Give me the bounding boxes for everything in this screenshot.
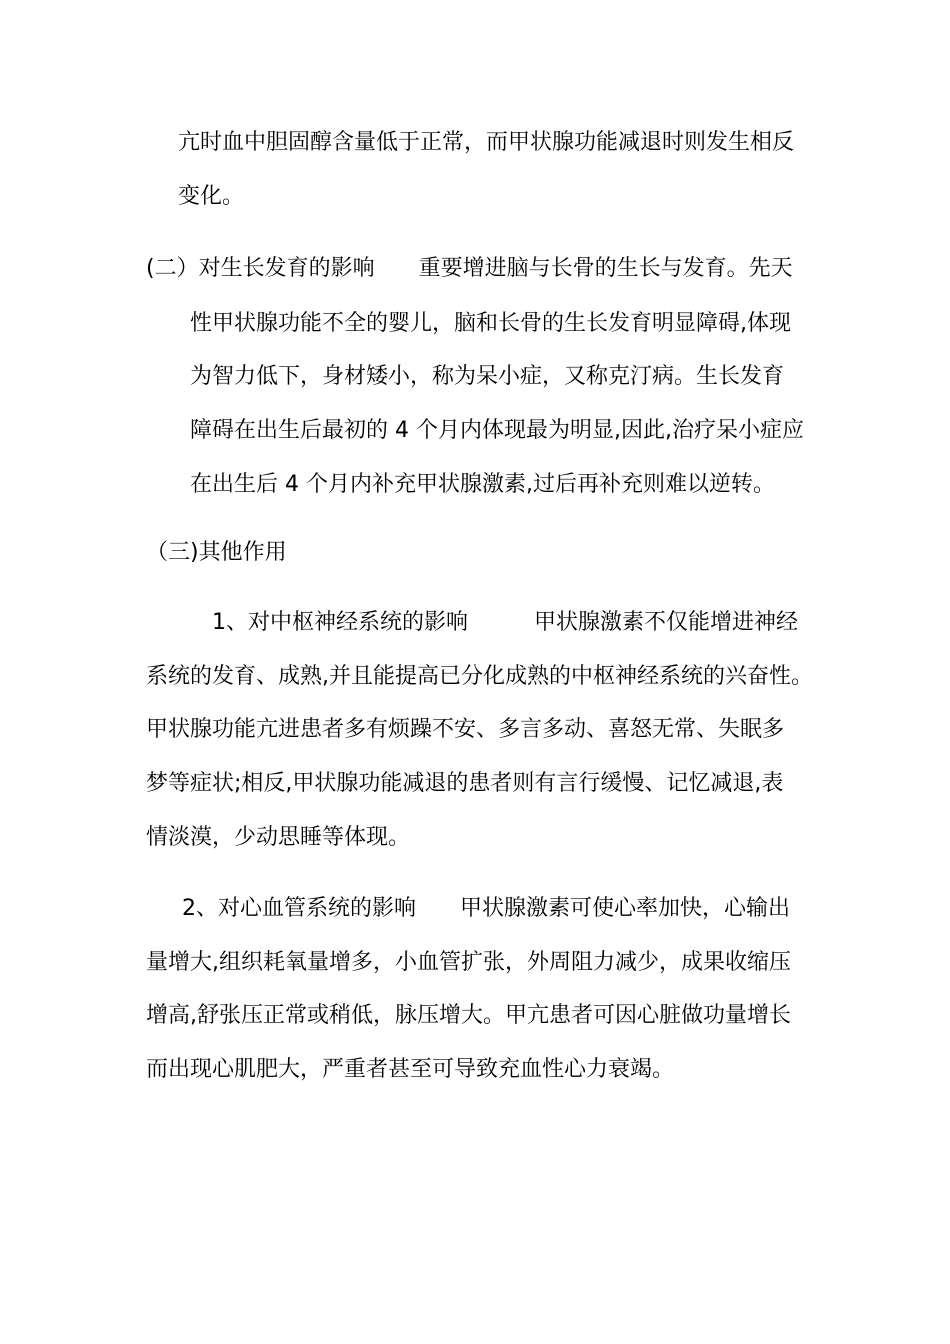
section3-item1-line-1: 1、对中枢神经系统的影响 甲状腺激素不仅能增进神经 <box>212 610 798 635</box>
section3-item2-line-2: 量增大,组织耗氧量增多，小血管扩张，外周阻力减少，成果收缩压 <box>146 950 791 975</box>
section3-item1-line-3: 甲状腺功能亢进患者多有烦躁不安、多言多动、喜怒无常、失眠多 <box>146 717 785 742</box>
section3-item2-line-4: 而出现心肌肥大，严重者甚至可导致充血性心力衰竭。 <box>146 1057 675 1082</box>
section2-line-4: 障碍在出生后最初的 4 个月内体现最为明显,因此,治疗呆小症应 <box>190 418 804 443</box>
section3-item1-line-4: 梦等症状;相反,甲状腺功能减退的患者则有言行缓慢、记忆减退,表 <box>146 771 784 796</box>
section2-line-2: 性甲状腺功能不全的婴儿，脑和长骨的生长发育明显障碍,体现 <box>190 311 791 336</box>
section3-item2-line-1: 2、对心血管系统的影响 甲状腺激素可使心率加快，心输出 <box>182 896 790 921</box>
section2-heading-line: (二）对生长发育的影响 重要增进脑与长骨的生长与发育。先天 <box>146 256 793 281</box>
section2-line-5: 在出生后 4 个月内补充甲状腺激素,过后再补充则难以逆转。 <box>190 472 775 497</box>
intro-line-2: 变化。 <box>178 184 245 209</box>
intro-line-1: 亢时血中胆固醇含量低于正常，而甲状腺功能减退时则发生相反 <box>178 130 795 155</box>
section2-line-3: 为智力低下，身材矮小，称为呆小症，又称克汀病。生长发育 <box>190 364 785 389</box>
section3-item1-line-5: 情淡漠，少动思睡等体现。 <box>146 825 411 850</box>
section3-item1-line-2: 系统的发育、成熟,并且能提高已分化成熟的中枢神经系统的兴奋性。 <box>146 664 813 689</box>
section3-item2-line-3: 增高,舒张压正常或稍低，脉压增大。甲亢患者可因心脏做功量增长 <box>146 1003 791 1028</box>
section3-heading: （三)其他作用 <box>146 540 287 565</box>
